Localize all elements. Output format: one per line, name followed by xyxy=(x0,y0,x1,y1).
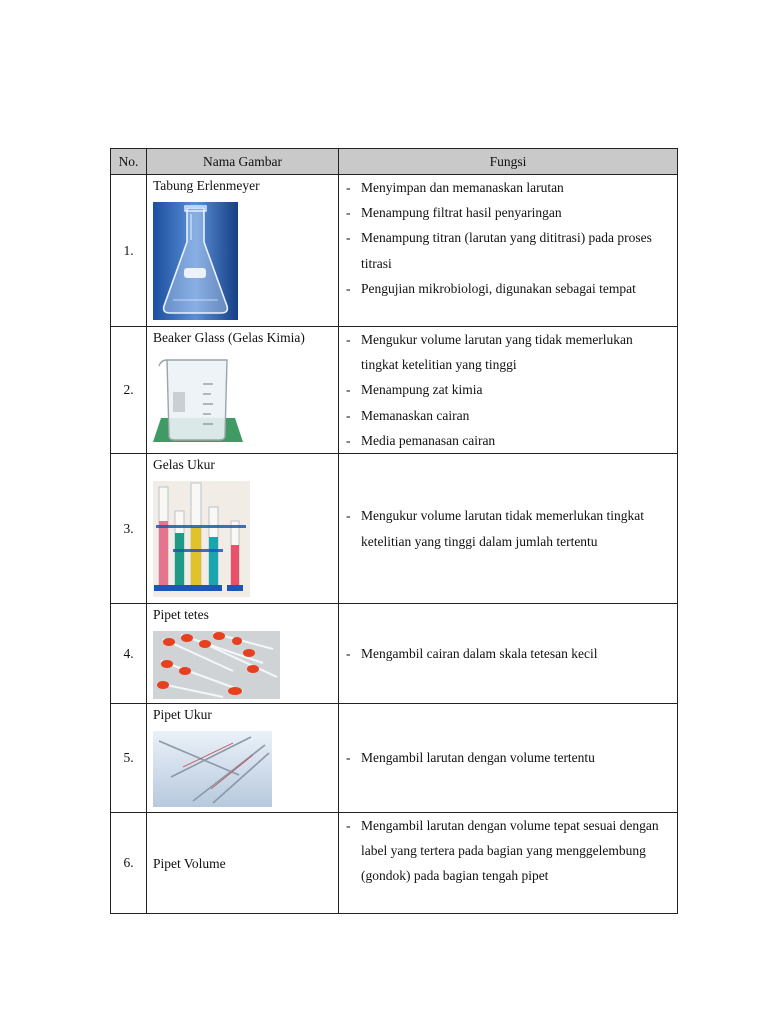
function-list xyxy=(345,745,671,770)
header-function: Fungsi xyxy=(339,149,678,175)
function-cell xyxy=(339,175,678,327)
function-cell xyxy=(339,704,678,813)
function-list xyxy=(345,327,671,453)
equipment-name: Pipet Ukur xyxy=(153,707,212,723)
row-number: 6. xyxy=(111,813,147,914)
equipment-cell xyxy=(147,327,339,454)
function-list xyxy=(345,503,671,553)
list-item: - Menampung filtrat hasil penyaringan xyxy=(345,200,671,225)
equipment-cell xyxy=(147,604,339,704)
dropper-pipettes-photo xyxy=(153,631,338,699)
row-number: 2. xyxy=(111,327,147,454)
equipment-name: Gelas Ukur xyxy=(153,457,215,473)
list-item: - Menyimpan dan memanaskan larutan xyxy=(345,175,671,200)
function-cell xyxy=(339,454,678,604)
table-row xyxy=(111,454,678,604)
list-item: - Menampung titran (larutan yang dititrasi) pada proses titrasi xyxy=(345,225,671,275)
header-no: No. xyxy=(111,149,147,175)
equipment-name: Pipet tetes xyxy=(153,607,209,623)
list-item: - Mengukur volume larutan tidak memerlukan tingkat ketelitian yang tinggi dalam jumlah tertentu xyxy=(345,503,671,553)
measuring-pipettes-photo xyxy=(153,731,338,807)
lab-equipment-table xyxy=(110,148,678,914)
row-number: 5. xyxy=(111,704,147,813)
equipment-cell xyxy=(147,454,339,604)
graduated-cylinders-photo xyxy=(153,481,338,597)
table-header-row xyxy=(111,149,678,175)
equipment-name: Tabung Erlenmeyer xyxy=(153,178,260,193)
list-item: - Mengambil cairan dalam skala tetesan kecil xyxy=(345,641,671,666)
table-row xyxy=(111,704,678,813)
list-item: - Memanaskan cairan xyxy=(345,403,671,428)
list-item: - Mengukur volume larutan yang tidak memerlukan tingkat ketelitian yang tinggi xyxy=(345,327,671,377)
beaker-glass-photo xyxy=(153,354,338,446)
row-number: 1. xyxy=(111,175,147,327)
list-item: - Menampung zat kimia xyxy=(345,377,671,402)
list-item: - Media pemanasan cairan xyxy=(345,428,671,453)
function-cell xyxy=(339,604,678,704)
equipment-cell xyxy=(147,175,339,327)
list-item: - Pengujian mikrobiologi, digunakan sebagai tempat xyxy=(345,276,671,301)
function-cell xyxy=(339,813,678,914)
function-list xyxy=(345,175,671,301)
equipment-name: Beaker Glass (Gelas Kimia) xyxy=(153,330,305,345)
equipment-name: Pipet Volume xyxy=(153,855,226,871)
function-cell xyxy=(339,327,678,454)
erlenmeyer-flask-photo xyxy=(153,202,338,320)
function-list xyxy=(345,813,671,889)
equipment-cell xyxy=(147,813,339,914)
row-number: 4. xyxy=(111,604,147,704)
list-item: - Mengambil larutan dengan volume tertentu xyxy=(345,745,671,770)
header-name: Nama Gambar xyxy=(147,149,339,175)
function-list xyxy=(345,641,671,666)
row-number: 3. xyxy=(111,454,147,604)
table-row xyxy=(111,604,678,704)
equipment-cell xyxy=(147,704,339,813)
table-row xyxy=(111,175,678,327)
list-item: - Mengambil larutan dengan volume tepat sesuai dengan label yang tertera pada bagian yang menggelembung (gondok) pada bagian tengah pipet xyxy=(345,813,671,889)
table-row xyxy=(111,327,678,454)
table-row xyxy=(111,813,678,914)
